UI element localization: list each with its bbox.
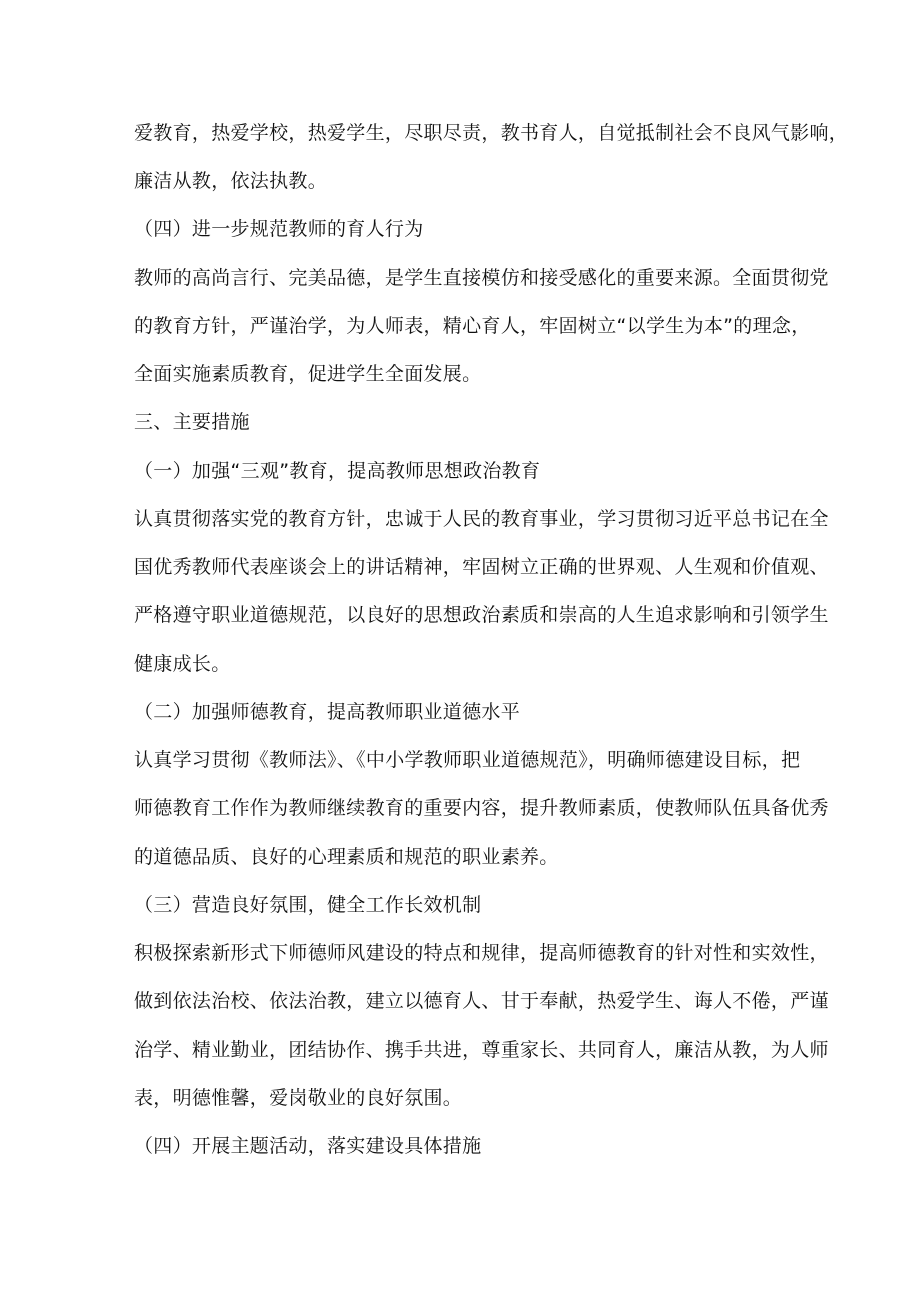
body-text-line: 的教育方针，严谨治学，为人师表，精心育人，牢固树立“以学生为本”的理念，: [134, 315, 811, 337]
body-text-line: 做到依法治校、依法治教，建立以德育人、甘于奉献，热爱学生、诲人不倦，严谨: [134, 990, 829, 1012]
subheading: （四）开展主题活动，落实建设具体措施: [134, 1135, 482, 1157]
subheading: （一）加强“三观”教育，提高教师思想政治教育: [134, 460, 541, 482]
body-text-line: 认真贯彻落实党的教育方针，忠诚于人民的教育事业，学习贯彻习近平总书记在全: [134, 508, 829, 530]
body-text-line: 全面实施素质教育，促进学生全面发展。: [134, 363, 482, 385]
body-text-line: 教师的高尚言行、完美品德，是学生直接模仿和接受感化的重要来源。全面贯彻党: [134, 267, 829, 289]
body-text-line: 廉洁从教，依法执教。: [134, 170, 328, 192]
body-text-line: 严格遵守职业道德规范，以良好的思想政治素质和崇高的人生追求影响和引领学生: [134, 604, 829, 626]
body-text-line: 师德教育工作作为教师继续教育的重要内容，提升教师素质，使教师队伍具备优秀: [134, 797, 829, 819]
subheading: （三）营造良好氛围，健全工作长效机制: [134, 894, 482, 916]
body-text-line: 健康成长。: [134, 653, 231, 675]
body-text-line: 治学、精业勤业，团结协作、携手共进，尊重家长、共同育人，廉洁从教，为人师: [134, 1039, 829, 1061]
body-text-line: 爱教育，热爱学校，热爱学生，尽职尽责，教书育人，自觉抵制社会不良风气影响，: [134, 122, 849, 144]
body-text-line: 表，明德惟馨，爱岗敬业的良好氛围。: [134, 1087, 463, 1109]
subheading: （四）进一步规范教师的育人行为: [134, 218, 424, 240]
section-heading: 三、主要措施: [134, 411, 250, 433]
subheading: （二）加强师德教育，提高教师职业道德水平: [134, 701, 521, 723]
body-text-line: 积极探索新形式下师德师风建设的特点和规律，提高师德教育的针对性和实效性，: [134, 942, 829, 964]
body-text-line: 国优秀教师代表座谈会上的讲话精神，牢固树立正确的世界观、人生观和价值观、: [134, 556, 829, 578]
body-text-line: 的道德品质、良好的心理素质和规范的职业素养。: [134, 846, 559, 868]
body-text-line: 认真学习贯彻《教师法》、《中小学教师职业道德规范》，明确师德建设目标，把: [134, 749, 801, 771]
